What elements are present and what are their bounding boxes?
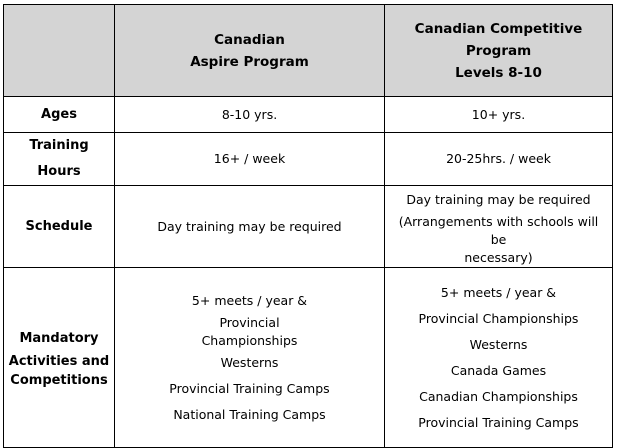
ages-aspire-value: 8-10 yrs. [115, 97, 385, 133]
ages-competitive-value: 10+ yrs. [385, 97, 613, 133]
list-item: Provincial [219, 314, 280, 330]
header-row [4, 5, 613, 97]
header-competitive-program [385, 5, 613, 97]
schedule-competitive-line3: necessary) [464, 249, 533, 265]
mandatory-aspire-list [115, 268, 385, 448]
list-item: 5+ meets / year & [191, 292, 308, 308]
list-item: Provincial Training Camps [169, 380, 330, 396]
training-hours-aspire-value: 16+ / week [115, 133, 385, 186]
training-hours-competitive-value: 20-25hrs. / week [385, 133, 613, 186]
schedule-aspire-value: Day training may be required [115, 186, 385, 268]
list-item: Provincial Training Camps [418, 414, 579, 430]
mandatory-label-line3: Competitions [10, 372, 108, 388]
list-item: Canadian Championships [419, 388, 578, 404]
schedule-competitive-value [385, 186, 613, 268]
list-item: Westerns [469, 336, 528, 352]
program-comparison-table [3, 4, 613, 448]
mandatory-competitive-list [385, 268, 613, 448]
header-corner-cell [4, 5, 115, 97]
ages-row [4, 97, 613, 133]
list-item: 5+ meets / year & [440, 284, 557, 300]
header-aspire-line1: Canadian [214, 31, 285, 48]
list-item: Provincial Championships [418, 310, 579, 326]
schedule-competitive-line1: Day training may be required [406, 191, 591, 207]
mandatory-label-line2: Activities and [8, 353, 110, 369]
list-item: Westerns [220, 354, 279, 370]
schedule-competitive-line2: (Arrangements with schools will be [398, 213, 599, 247]
mandatory-label [4, 268, 115, 448]
mandatory-label-line1: Mandatory [19, 330, 99, 346]
comparison-table-wrapper [3, 4, 612, 440]
schedule-label: Schedule [4, 186, 115, 268]
training-hours-label: Training Hours [4, 133, 115, 186]
ages-label: Ages [4, 97, 115, 133]
header-competitive-line1: Canadian Competitive Program [414, 20, 583, 59]
header-competitive-line2: Levels 8-10 [455, 64, 542, 81]
list-item: National Training Camps [173, 406, 326, 422]
list-item: Canada Games [450, 362, 547, 378]
schedule-row [4, 186, 613, 268]
header-aspire-line2: Aspire Program [190, 53, 309, 70]
mandatory-row [4, 268, 613, 448]
list-item: Championships [201, 332, 298, 348]
training-hours-row [4, 133, 613, 186]
header-aspire-program [115, 5, 385, 97]
